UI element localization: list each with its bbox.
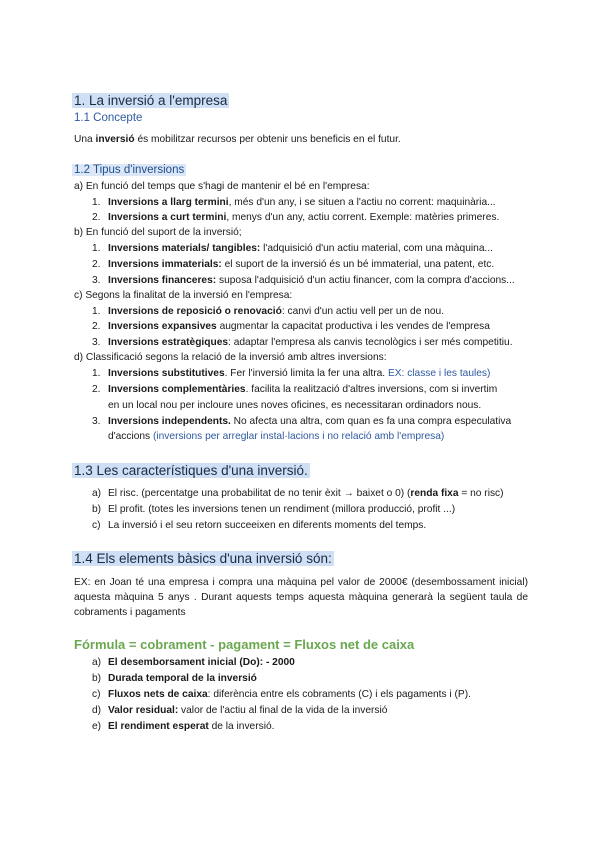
list-item: 2. Inversions a curt termini, menys d'un any, actiu corrent. Exemple: matèries primeres. (92, 212, 500, 223)
list-item: 3. Inversions estratègiques: adaptar l'empresa als canvis tecnològics i ser més competitiu. (92, 337, 513, 348)
list-item: b) Durada temporal de la inversió (92, 673, 257, 684)
group-d-intro: d) Classificació segons la relació de la inversió amb altres inversions: (74, 352, 387, 363)
group-c-intro: c) Segons la finalitat de la inversió en l'empresa: (74, 290, 293, 301)
subsection-1-2-title: 1.2 Tipus d'inversions (74, 164, 185, 176)
list-item: 3. Inversions financeres: suposa l'adquisició d'un actiu financer, com la compra d'accions... (92, 275, 515, 286)
formula-heading: Fórmula = cobrament - pagament = Fluxos net de caixa (74, 637, 415, 652)
section-1-4-title: 1.4 Els elements bàsics d'una inversió són: (74, 551, 332, 566)
list-item: b) El profit. (totes les inversions tenen un rendiment (millora producció, profit ...) (92, 504, 456, 515)
list-item: e) El rendiment esperat de la inversió. (92, 721, 275, 732)
list-item: 1. Inversions substitutives. Fer l'inversió limita la fer una altra. EX: classe i les taules) (92, 368, 491, 379)
list-item: 2. Inversions complementàries. facilita la realització d'altres inversions, com si invertim (92, 384, 498, 395)
list-item: 3. Inversions independents. No afecta una altra, com quan es fa una compra especulativa (92, 416, 512, 427)
list-item: d) Valor residual: valor de l'actiu al final de la vida de la inversió (92, 705, 388, 716)
list-item: c) Fluxos nets de caixa: diferència entre els cobraments (C) i els pagaments i (P). (92, 689, 471, 700)
example-paragraph: EX: en Joan té una empresa i compra una màquina pel valor de 2000€ (desembossament inicial) aquesta màquina 5 anys . Durant aquests temps aquesta màquina generarà la següent taula de cobraments i pagaments (74, 577, 528, 618)
list-item: a) El risc. (percentatge una probabilitat de no tenir èxit → baixet o 0) (renda fixa = no risc) (92, 488, 504, 499)
list-item: 2. Inversions expansives augmentar la capacitat productiva i les vendes de l'empresa (92, 321, 490, 332)
concept-paragraph: Una inversió és mobilitzar recursos per obtenir uns beneficis en el futur. (74, 134, 401, 145)
subsection-1-1-title: 1.1 Concepte (74, 112, 143, 124)
list-item: 2. Inversions immaterials: el suport de la inversió és un bé immaterial, una patent, etc. (92, 259, 495, 270)
list-item-continuation: d'accions (inversions per arreglar instal·lacions i no relació amb l'empresa) (108, 431, 445, 442)
group-a-intro: a) En funció del temps que s'hagi de mantenir el bé en l'empresa: (74, 181, 370, 192)
list-item: 1. Inversions de reposició o renovació: canvi d'un actiu vell per un de nou. (92, 306, 445, 317)
section-1-3-title: 1.3 Les característiques d'una inversió. (74, 463, 308, 478)
list-item: c) La inversió i el seu retorn succeeixen en diferents moments del temps. (92, 520, 427, 531)
group-b-intro: b) En funció del suport de la inversió; (74, 227, 242, 238)
list-item: a) El desemborsament inicial (Do): - 2000 (92, 657, 295, 668)
list-item-continuation: en un local nou per incloure unes noves oficines, es necessitaran ordinadors nous. (108, 400, 482, 411)
section-1-title: 1. La inversió a l'empresa (74, 93, 228, 108)
list-item: 1. Inversions a llarg termini, més d'un any, i se situen a l'actiu no corrent: maquinària... (92, 197, 496, 208)
list-item: 1. Inversions materials/ tangibles: l'adquisició d'un actiu material, com una màquina... (92, 243, 493, 254)
